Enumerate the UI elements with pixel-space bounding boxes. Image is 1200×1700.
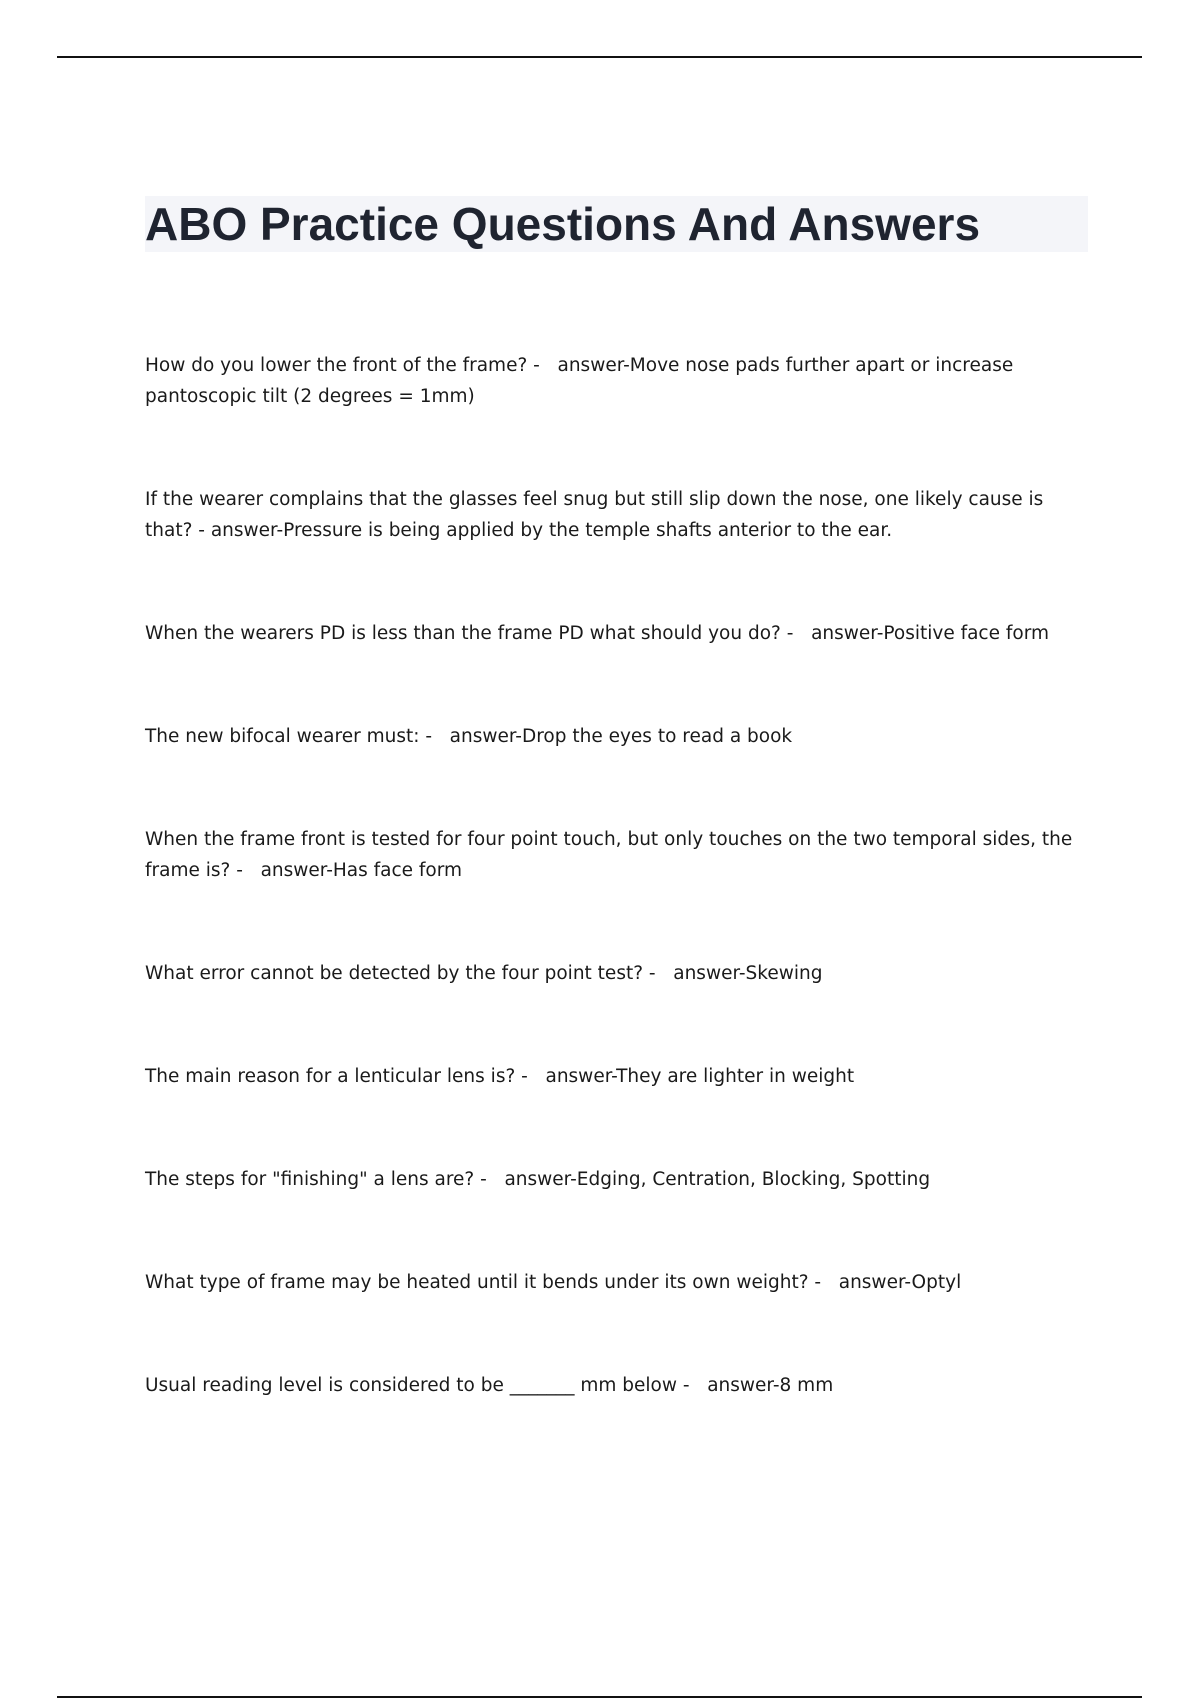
answer-text: answer-They are lighter in weight bbox=[545, 1066, 855, 1087]
qa-item-2 bbox=[145, 484, 1085, 546]
qa-item-6 bbox=[145, 958, 1085, 989]
question-text: Usual reading level is considered to be _______ mm below - bbox=[145, 1375, 690, 1396]
qa-list bbox=[145, 350, 1085, 1473]
answer-text: answer-Positive face form bbox=[811, 623, 1050, 644]
answer-text: answer-Drop the eyes to read a book bbox=[449, 726, 793, 747]
question-text: The main reason for a lenticular lens is? - bbox=[145, 1066, 528, 1087]
qa-item-3 bbox=[145, 618, 1085, 649]
answer-text: answer-Pressure is being applied by the temple shafts anterior to the ear. bbox=[210, 520, 893, 541]
page-title: ABO Practice Questions And Answers bbox=[145, 198, 981, 250]
answer-text: answer-Edging, Centration, Blocking, Spotting bbox=[504, 1169, 931, 1190]
answer-text: answer-Optyl bbox=[838, 1272, 962, 1293]
question-text: When the frame front is tested for four point touch, but only touches on the two temporal sides, the frame is? - bbox=[145, 829, 1073, 881]
qa-item-10 bbox=[145, 1370, 1085, 1401]
answer-text: answer-8 mm bbox=[707, 1375, 834, 1396]
answer-text: answer-Skewing bbox=[673, 963, 823, 984]
question-text: What type of frame may be heated until it bends under its own weight? - bbox=[145, 1272, 822, 1293]
question-text: The new bifocal wearer must: - bbox=[145, 726, 432, 747]
question-text: If the wearer complains that the glasses feel snug but still slip down the nose, one likely cause is that? - bbox=[145, 489, 1044, 541]
qa-item-9 bbox=[145, 1267, 1085, 1298]
top-rule bbox=[57, 56, 1142, 58]
qa-item-4 bbox=[145, 721, 1085, 752]
qa-item-7 bbox=[145, 1061, 1085, 1092]
qa-item-5 bbox=[145, 824, 1085, 886]
question-text: When the wearers PD is less than the frame PD what should you do? - bbox=[145, 623, 794, 644]
question-text: What error cannot be detected by the four point test? - bbox=[145, 963, 656, 984]
qa-item-8 bbox=[145, 1164, 1085, 1195]
question-text: How do you lower the front of the frame? - bbox=[145, 355, 540, 376]
answer-text: answer-Has face form bbox=[260, 860, 463, 881]
bottom-rule bbox=[57, 1696, 1142, 1698]
qa-item-1 bbox=[145, 350, 1085, 412]
question-text: The steps for "finishing" a lens are? - bbox=[145, 1169, 487, 1190]
answer-text: answer-Move nose pads further apart or increase pantoscopic tilt (2 degrees = 1mm) bbox=[145, 355, 1014, 407]
